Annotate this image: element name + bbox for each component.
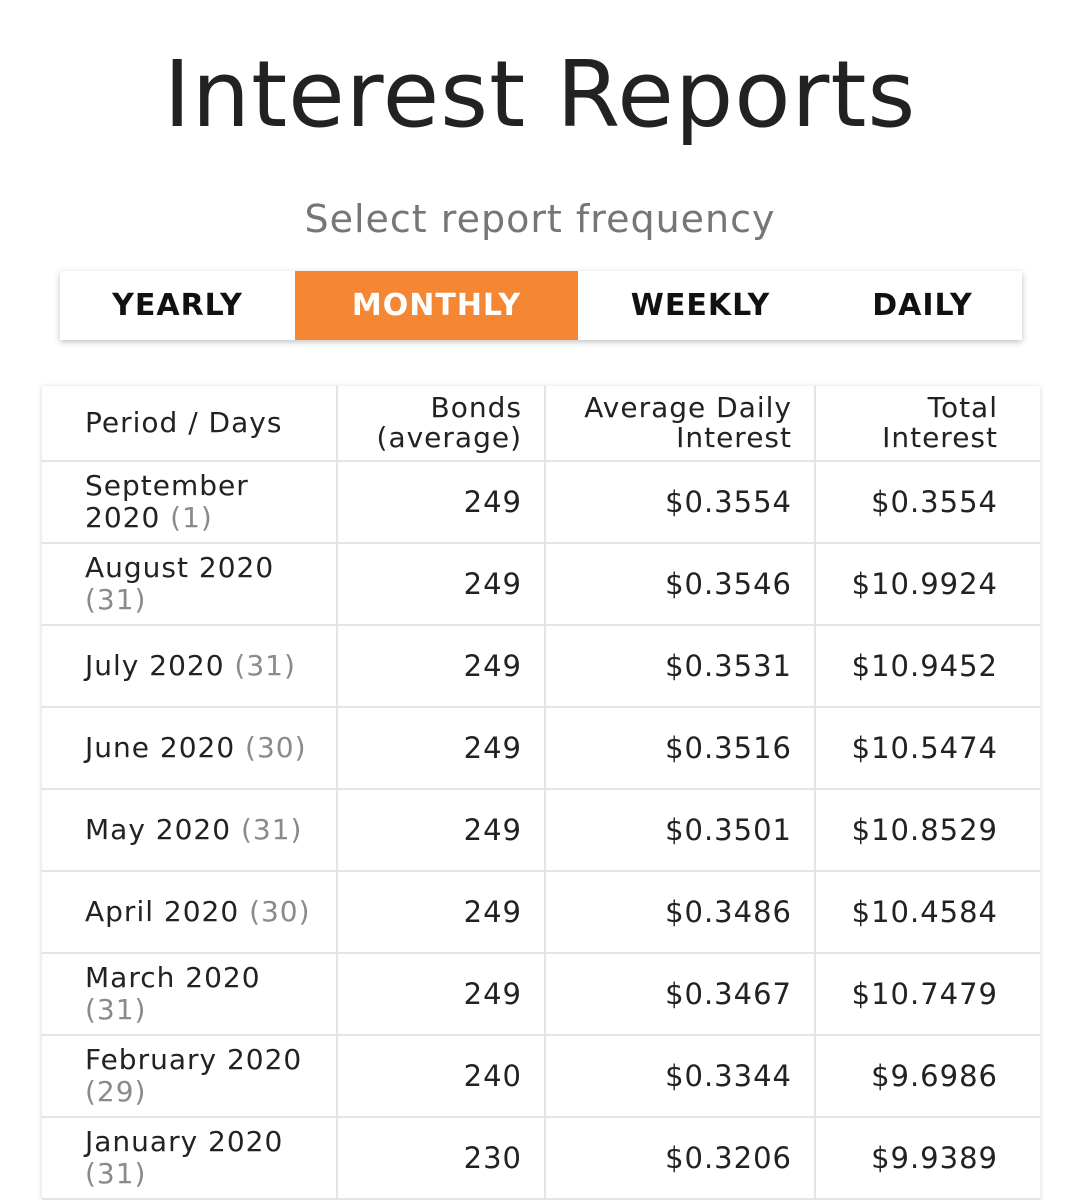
period-cell [42,1117,337,1199]
period-cell [42,543,337,625]
avg-daily-interest-cell: $0.3344 [545,1035,815,1117]
period-cell [42,625,337,707]
tab-daily[interactable]: DAILY [872,288,973,323]
period-label: June 2020 [85,731,236,764]
table-row [42,789,1040,871]
header-avg-line2: Interest [676,421,792,454]
header-period-label: Period / Days [85,406,283,439]
days-count: (31) [85,993,147,1026]
interest-table-card [42,386,1040,1200]
period-cell [42,461,337,543]
period-label: July 2020 [85,649,225,682]
header-total-interest [815,386,1040,461]
days-count: (29) [85,1075,147,1108]
header-total-line2: Interest [882,421,998,454]
bonds-cell: 240 [337,1035,545,1117]
page-title: Interest Reports [163,41,917,148]
bonds-cell: 249 [337,625,545,707]
period-label: January 2020 [85,1125,284,1158]
header-bonds-line2: (average) [376,421,522,454]
header-period-days [42,386,337,461]
days-count: (31) [85,583,147,616]
period-label: May 2020 [85,813,232,846]
bonds-cell: 249 [337,789,545,871]
period-label: February 2020 [85,1043,303,1076]
days-count: (31) [240,813,303,846]
table-row [42,1035,1040,1117]
avg-daily-interest-cell: $0.3467 [545,953,815,1035]
bonds-cell: 249 [337,953,545,1035]
period-cell [42,707,337,789]
tab-yearly[interactable]: YEARLY [112,288,243,323]
avg-daily-interest-cell: $0.3516 [545,707,815,789]
days-count: (30) [249,895,311,928]
table-row [42,707,1040,789]
table-row [42,461,1040,543]
period-cell [42,871,337,953]
period-label: September 2020 [85,469,249,534]
total-interest-cell: $9.9389 [815,1117,1040,1199]
table-row [42,543,1040,625]
period-cell [42,789,337,871]
frequency-selector [60,271,1022,340]
header-bonds-line1: Bonds [430,391,522,424]
avg-daily-interest-cell: $0.3501 [545,789,815,871]
header-average-daily-interest [545,386,815,461]
bonds-cell: 249 [337,543,545,625]
period-cell [42,1035,337,1117]
period-label: March 2020 [85,961,261,994]
total-interest-cell: $10.8529 [815,789,1040,871]
period-label: August 2020 [85,551,275,584]
tab-weekly[interactable]: WEEKLY [630,288,771,323]
table-body [42,461,1040,1199]
frequency-subtitle: Select report frequency [304,197,776,241]
total-interest-cell: $10.7479 [815,953,1040,1035]
bonds-cell: 249 [337,461,545,543]
days-count: (31) [234,649,296,682]
total-interest-cell: $9.6986 [815,1035,1040,1117]
table-row [42,953,1040,1035]
days-count: (1) [170,501,213,534]
total-interest-cell: $10.9924 [815,543,1040,625]
interest-table [42,386,1040,1200]
tab-monthly[interactable]: MONTHLY [295,271,578,340]
total-interest-cell: $0.3554 [815,461,1040,543]
header-total-line1: Total [927,391,998,424]
avg-daily-interest-cell: $0.3531 [545,625,815,707]
total-interest-cell: $10.9452 [815,625,1040,707]
avg-daily-interest-cell: $0.3206 [545,1117,815,1199]
header-bonds [337,386,545,461]
avg-daily-interest-cell: $0.3554 [545,461,815,543]
table-header-row [42,386,1040,461]
period-label: April 2020 [85,895,240,928]
avg-daily-interest-cell: $0.3546 [545,543,815,625]
days-count: (31) [85,1157,147,1190]
period-cell [42,953,337,1035]
total-interest-cell: $10.5474 [815,707,1040,789]
table-row [42,1117,1040,1199]
header-avg-line1: Average Daily [584,391,792,424]
total-interest-cell: $10.4584 [815,871,1040,953]
table-row [42,625,1040,707]
days-count: (30) [245,731,307,764]
avg-daily-interest-cell: $0.3486 [545,871,815,953]
bonds-cell: 249 [337,707,545,789]
table-row [42,871,1040,953]
bonds-cell: 249 [337,871,545,953]
bonds-cell: 230 [337,1117,545,1199]
